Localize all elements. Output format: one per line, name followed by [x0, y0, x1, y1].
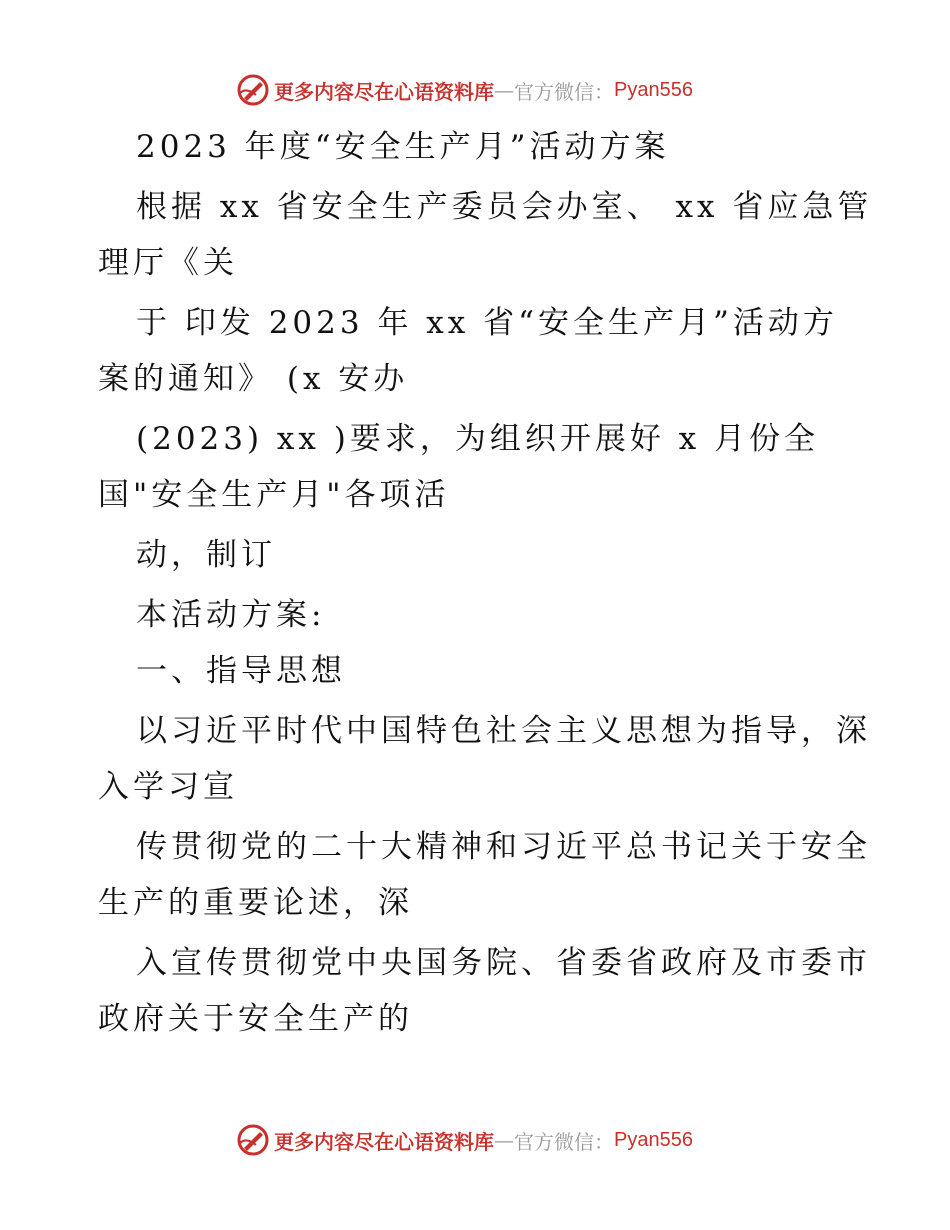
paragraph-line: 于 印发 2023 年 xx 省“安全生产月”活动方 [136, 305, 838, 341]
watermark-wechat-id: Pyan556 [614, 1128, 693, 1151]
paragraph-line: 入学习宣 [98, 769, 238, 805]
watermark-dash: — [494, 78, 514, 102]
paragraph-line: 以习近平时代中国特色社会主义思想为指导，深 [136, 713, 871, 749]
watermark-wechat-id: Pyan556 [614, 78, 693, 101]
header-watermark [236, 72, 693, 108]
paragraph-line: (2023) xx )要求，为组织开展好 x 月份全 [136, 421, 820, 457]
watermark-dash: — [494, 1128, 514, 1152]
paragraph-line: 国"安全生产月"各项活 [98, 477, 450, 513]
paragraph-line: 案的通知》 (x 安办 [98, 361, 409, 397]
watermark-brand-text: 更多内容尽在心语资料库 [274, 1129, 494, 1154]
paragraph-line: 根据 xx 省安全生产委员会办室、 xx 省应急管 [136, 189, 873, 225]
watermark-logo-icon [236, 1123, 270, 1157]
paragraph-line: 政府关于安全生产的 [98, 1001, 413, 1037]
paragraph-line: 理厅《关 [98, 245, 238, 281]
section-heading: 一、指导思想 [136, 653, 346, 689]
watermark-official-label: 官方微信： [514, 1129, 614, 1154]
paragraph-line: 生产的重要论述，深 [98, 885, 413, 921]
footer-watermark [236, 1122, 693, 1158]
document-title: 2023 年度“安全生产月”活动方案 [136, 129, 670, 165]
watermark-logo-icon [236, 73, 270, 107]
paragraph-line: 本活动方案: [136, 597, 326, 633]
paragraph-line: 传贯彻党的二十大精神和习近平总书记关于安全 [136, 829, 871, 865]
paragraph-line: 动，制订 [136, 537, 276, 573]
watermark-official-label: 官方微信： [514, 79, 614, 104]
paragraph-line: 入宣传贯彻党中央国务院、省委省政府及市委市 [136, 945, 871, 981]
watermark-brand-text: 更多内容尽在心语资料库 [274, 79, 494, 104]
